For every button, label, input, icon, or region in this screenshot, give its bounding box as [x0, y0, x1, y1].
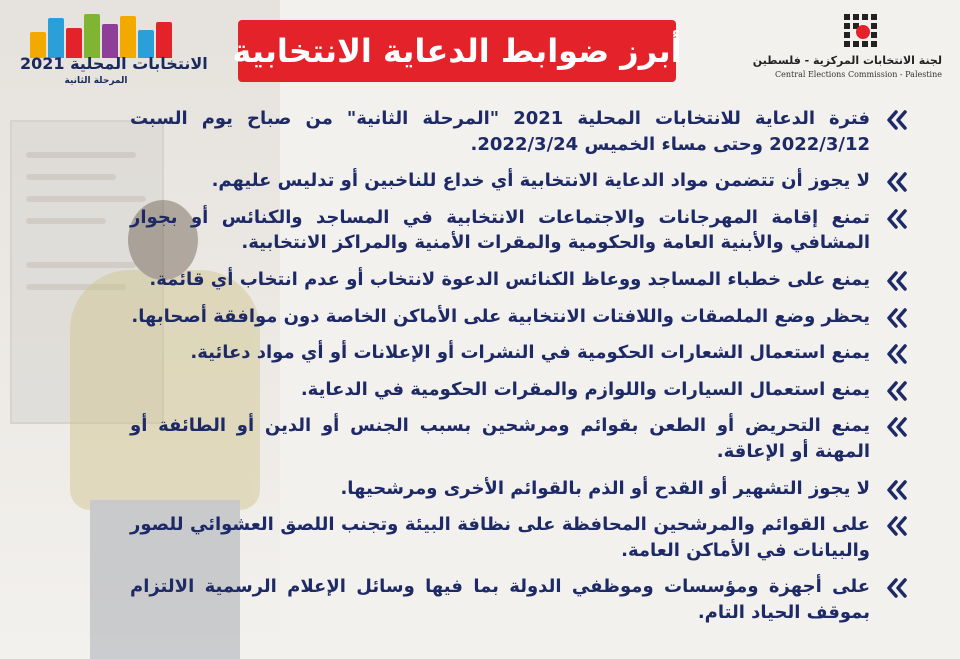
- double-chevron-left-icon: [884, 416, 910, 438]
- double-chevron-left-icon: [884, 380, 910, 402]
- list-item: [130, 106, 910, 157]
- logo-title: الانتخابات المحلية 2021: [20, 54, 208, 73]
- list-item: [130, 304, 910, 330]
- list-item-text: تمنع إقامة المهرجانات والاجتماعات الانتخابية في المساجد والكنائس أو بجوار المشافي والأبنية العامة والحكومية والمقرات الأمنية والمراكز الانتخابية.: [130, 206, 870, 254]
- rules-list: [130, 106, 910, 637]
- list-item-text: لا يجوز أن تتضمن مواد الدعاية الانتخابية أي خداع للناخبين أو تدليس عليهم.: [211, 170, 870, 192]
- list-item: [130, 168, 910, 194]
- cec-emblem-icon: [844, 14, 878, 48]
- local-elections-logo: [12, 8, 208, 88]
- list-item-text: يحظر وضع الملصقات واللافتات الانتخابية على الأماكن الخاصة دون موافقة أصحابها.: [131, 305, 870, 327]
- double-chevron-left-icon: [884, 577, 910, 599]
- cec-logo: [752, 14, 950, 84]
- page-title: أبرز ضوابط الدعاية الانتخابية: [232, 32, 682, 70]
- list-item-text: يمنع استعمال الشعارات الحكومية في النشرات أو الإعلانات أو أي مواد دعائية.: [190, 342, 870, 364]
- list-item: [130, 340, 910, 366]
- list-item-text: على القوائم والمرشحين المحافظة على نظافة البيئة وتجنب اللصق العشوائي للصور والبيانات في الأماكن العامة.: [130, 514, 870, 561]
- double-chevron-left-icon: [884, 479, 910, 501]
- list-item-text: لا يجوز التشهير أو القدح أو الذم بالقوائم الأخرى ومرشحيها.: [340, 477, 870, 499]
- list-item: [130, 512, 910, 563]
- list-item: [130, 267, 910, 293]
- cec-name-english: Central Elections Commission - Palestine: [775, 70, 942, 79]
- list-item: [130, 377, 910, 403]
- double-chevron-left-icon: [884, 208, 910, 230]
- list-item-text: يمنع على خطباء المساجد ووعاظ الكنائس الدعوة لانتخاب أو عدم انتخاب أي قائمة.: [149, 268, 870, 290]
- cec-name-arabic: لجنة الانتخابات المركزية - فلسطين: [752, 54, 942, 67]
- double-chevron-left-icon: [884, 270, 910, 292]
- list-item-text: يمنع التحريض أو الطعن بقوائم ومرشحين بسبب الجنس أو الدين أو الطائفة أو المهنة أو الإعاقة.: [130, 415, 870, 462]
- logo-subtitle: المرحلة الثانية: [64, 76, 128, 86]
- list-item: [130, 205, 910, 256]
- double-chevron-left-icon: [884, 307, 910, 329]
- list-item: [130, 574, 910, 625]
- title-banner: [232, 20, 682, 82]
- list-item: [130, 413, 910, 464]
- list-item: [130, 476, 910, 502]
- double-chevron-left-icon: [884, 343, 910, 365]
- list-item-text: على أجهزة ومؤسسات وموظفي الدولة بما فيها وسائل الإعلام الرسمية الالتزام بموقف الحياد التام.: [130, 576, 870, 623]
- list-item-text: فترة الدعاية للانتخابات المحلية 2021 "المرحلة الثانية" من صباح يوم السبت 2022/3/12 وحتى مساء الخميس 2022/3/24.: [130, 108, 870, 155]
- double-chevron-left-icon: [884, 109, 910, 131]
- list-item-text: يمنع استعمال السيارات واللوازم والمقرات الحكومية في الدعاية.: [300, 378, 870, 400]
- double-chevron-left-icon: [884, 171, 910, 193]
- double-chevron-left-icon: [884, 515, 910, 537]
